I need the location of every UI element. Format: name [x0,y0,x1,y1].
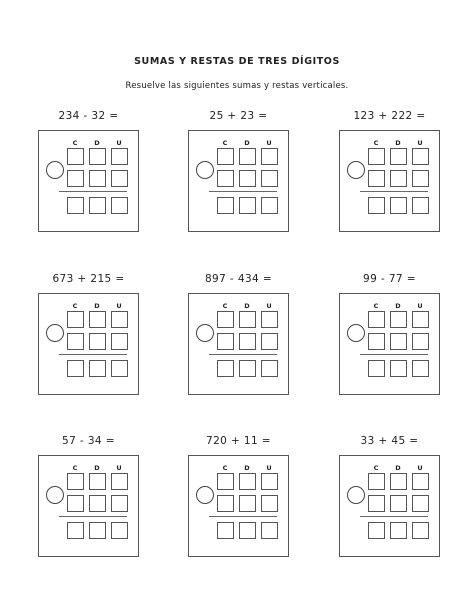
digit-cell-c-row2[interactable] [67,170,84,187]
digit-cell-c-row1[interactable] [67,311,84,328]
digit-cell-c-row3[interactable] [368,197,385,214]
carry-circle[interactable] [46,486,64,504]
column-label-c: C [72,302,78,310]
digit-cell-u-row1[interactable] [412,148,429,165]
digit-cell-d-row3[interactable] [390,360,407,377]
digit-cell-d-row3[interactable] [89,197,106,214]
column-label-u: U [417,302,423,310]
carry-circle[interactable] [196,324,214,342]
digit-cell-c-row1[interactable] [217,311,234,328]
column-label-d: D [94,302,100,310]
digit-cell-c-row1[interactable] [217,473,234,490]
digit-cell-d-row2[interactable] [89,333,106,350]
answer-box [188,130,289,232]
answer-box [339,293,440,395]
sum-line [360,354,428,355]
answer-box [38,455,139,557]
column-label-u: U [116,139,122,147]
digit-cell-u-row3[interactable] [261,522,278,539]
sum-line [360,191,428,192]
digit-cell-d-row2[interactable] [239,170,256,187]
digit-cell-u-row2[interactable] [111,333,128,350]
digit-cell-d-row2[interactable] [89,170,106,187]
digit-cell-c-row3[interactable] [368,360,385,377]
sum-line [360,516,428,517]
digit-cell-c-row2[interactable] [368,495,385,512]
digit-cell-u-row3[interactable] [111,522,128,539]
digit-cell-d-row1[interactable] [239,473,256,490]
digit-cell-c-row2[interactable] [67,333,84,350]
sum-line [209,354,277,355]
digit-cell-u-row2[interactable] [412,170,429,187]
digit-cell-c-row2[interactable] [217,170,234,187]
digit-cell-u-row3[interactable] [412,197,429,214]
digit-cell-u-row3[interactable] [412,522,429,539]
problem-text: 33 + 45 = [360,435,419,447]
column-label-u: U [417,464,423,472]
column-label-d: D [244,139,250,147]
problem-text: 234 - 32 = [58,110,119,122]
answer-box [188,293,289,395]
digit-cell-u-row2[interactable] [261,170,278,187]
column-label-c: C [373,139,379,147]
digit-cell-u-row3[interactable] [111,197,128,214]
problem-text: 25 + 23 = [209,110,268,122]
worksheet-title: SUMAS Y RESTAS DE TRES DÍGITOS [134,56,340,67]
column-label-c: C [373,464,379,472]
digit-cell-u-row1[interactable] [412,473,429,490]
digit-cell-c-row2[interactable] [368,170,385,187]
digit-cell-c-row2[interactable] [368,333,385,350]
digit-cell-d-row1[interactable] [89,148,106,165]
sum-line [59,191,127,192]
digit-cell-u-row3[interactable] [261,360,278,377]
sum-line [59,354,127,355]
column-label-d: D [395,139,401,147]
digit-cell-u-row1[interactable] [412,311,429,328]
digit-cell-u-row1[interactable] [261,473,278,490]
column-label-d: D [244,464,250,472]
column-label-d: D [395,464,401,472]
digit-cell-d-row3[interactable] [390,197,407,214]
digit-cell-c-row1[interactable] [67,148,84,165]
digit-cell-d-row2[interactable] [239,333,256,350]
digit-cell-u-row3[interactable] [111,360,128,377]
digit-cell-u-row2[interactable] [261,495,278,512]
column-label-d: D [94,139,100,147]
answer-box [188,455,289,557]
digit-cell-d-row2[interactable] [390,333,407,350]
carry-circle[interactable] [196,161,214,179]
digit-cell-d-row3[interactable] [89,360,106,377]
column-label-u: U [116,464,122,472]
carry-circle[interactable] [347,486,365,504]
digit-cell-d-row3[interactable] [239,197,256,214]
digit-cell-d-row1[interactable] [89,311,106,328]
answer-box [38,130,139,232]
digit-cell-c-row1[interactable] [368,473,385,490]
digit-cell-u-row1[interactable] [111,473,128,490]
sum-line [209,191,277,192]
problem-text: 720 + 11 = [205,435,271,447]
digit-cell-u-row1[interactable] [111,148,128,165]
column-label-c: C [72,464,78,472]
digit-cell-u-row1[interactable] [111,311,128,328]
problem-text: 123 + 222 = [353,110,426,122]
digit-cell-c-row3[interactable] [67,360,84,377]
column-label-c: C [222,139,228,147]
digit-cell-c-row1[interactable] [67,473,84,490]
digit-cell-u-row2[interactable] [412,333,429,350]
worksheet-instructions: Resuelve las siguientes sumas y restas verticales. [125,81,349,91]
column-label-c: C [72,139,78,147]
digit-cell-c-row1[interactable] [368,311,385,328]
column-label-c: C [222,464,228,472]
carry-circle[interactable] [347,324,365,342]
digit-cell-u-row2[interactable] [261,333,278,350]
digit-cell-u-row1[interactable] [261,311,278,328]
answer-box [339,130,440,232]
digit-cell-c-row3[interactable] [217,360,234,377]
digit-cell-d-row3[interactable] [239,360,256,377]
digit-cell-c-row3[interactable] [217,197,234,214]
digit-cell-c-row2[interactable] [217,333,234,350]
answer-box [339,455,440,557]
column-label-d: D [94,464,100,472]
column-label-u: U [266,464,272,472]
digit-cell-c-row1[interactable] [368,148,385,165]
sum-line [209,516,277,517]
digit-cell-d-row1[interactable] [390,148,407,165]
digit-cell-d-row1[interactable] [89,473,106,490]
problem-text: 57 - 34 = [62,435,115,447]
digit-cell-c-row2[interactable] [217,495,234,512]
digit-cell-c-row3[interactable] [67,522,84,539]
digit-cell-d-row1[interactable] [239,148,256,165]
problem-text: 897 - 434 = [204,273,273,285]
column-label-d: D [244,302,250,310]
digit-cell-d-row3[interactable] [239,522,256,539]
column-label-u: U [266,302,272,310]
carry-circle[interactable] [347,161,365,179]
carry-circle[interactable] [46,161,64,179]
digit-cell-d-row1[interactable] [390,473,407,490]
digit-cell-d-row3[interactable] [390,522,407,539]
digit-cell-d-row2[interactable] [89,495,106,512]
digit-cell-d-row1[interactable] [239,311,256,328]
digit-cell-u-row1[interactable] [261,148,278,165]
digit-cell-c-row2[interactable] [67,495,84,512]
digit-cell-c-row1[interactable] [217,148,234,165]
carry-circle[interactable] [196,486,214,504]
digit-cell-d-row2[interactable] [239,495,256,512]
column-label-c: C [222,302,228,310]
column-label-u: U [116,302,122,310]
sum-line [59,516,127,517]
problem-text: 673 + 215 = [52,273,125,285]
digit-cell-u-row2[interactable] [111,170,128,187]
digit-cell-d-row2[interactable] [390,170,407,187]
digit-cell-d-row3[interactable] [89,522,106,539]
digit-cell-u-row2[interactable] [412,495,429,512]
column-label-u: U [417,139,423,147]
digit-cell-c-row3[interactable] [67,197,84,214]
digit-cell-c-row3[interactable] [368,522,385,539]
answer-box [38,293,139,395]
digit-cell-c-row3[interactable] [217,522,234,539]
digit-cell-d-row1[interactable] [390,311,407,328]
digit-cell-d-row2[interactable] [390,495,407,512]
column-label-c: C [373,302,379,310]
column-label-d: D [395,302,401,310]
digit-cell-u-row3[interactable] [261,197,278,214]
problem-text: 99 - 77 = [363,273,416,285]
digit-cell-u-row2[interactable] [111,495,128,512]
digit-cell-u-row3[interactable] [412,360,429,377]
column-label-u: U [266,139,272,147]
carry-circle[interactable] [46,324,64,342]
